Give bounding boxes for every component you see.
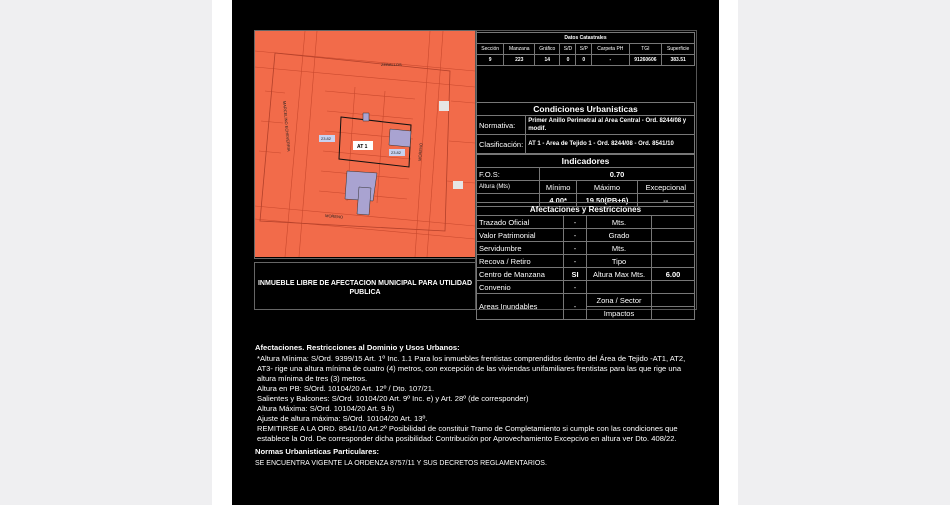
catastro-header: TGI — [629, 44, 662, 55]
afectacion-row-label: Servidumbre — [477, 242, 564, 255]
convenio-label: Convenio — [477, 281, 564, 294]
clasificacion-value: AT 1 - Area de Tejido 1 - Ord. 8244/08 - Ord. 8541/10 — [526, 135, 695, 154]
afectacion-row-value: - — [564, 242, 587, 255]
map-lot-label: AT 1 — [357, 144, 368, 150]
notes-section — [255, 343, 715, 469]
catastro-value: 14 — [535, 55, 560, 66]
afectacion-line-2: PUBLICA — [349, 289, 381, 296]
afectacion-row-unit: Grado — [587, 229, 652, 242]
datos-catastrales-table — [476, 32, 695, 66]
condiciones-table — [476, 102, 695, 154]
inundables-label: Areas Inundables — [477, 294, 564, 320]
catastro-header: S/P — [576, 44, 592, 55]
afectacion-row-unit: Tipo — [587, 255, 652, 268]
fos-label: F.O.S: — [477, 168, 540, 181]
minimo-value: 4.00* — [540, 194, 577, 207]
catastro-header: S/D — [560, 44, 576, 55]
document-content — [232, 0, 719, 505]
catastro-header: Superficie — [662, 44, 695, 55]
normas-heading: Normas Urbanisticas Particulares: — [255, 447, 380, 456]
catastro-header: Gráfico — [535, 44, 560, 55]
afectacion-row-label: Recova / Retiro — [477, 255, 564, 268]
map-drawing — [255, 31, 475, 257]
map-measure: 23.82 — [321, 136, 332, 141]
catastro-value: - — [592, 55, 629, 66]
catastro-value: 223 — [504, 55, 535, 66]
afectacion-line-1: INMUEBLE LIBRE DE AFECTACION MUNICIPAL PARA UTILIDAD — [257, 280, 472, 287]
catastro-value: 0 — [576, 55, 592, 66]
centro-manzana-value: SI — [564, 268, 587, 281]
excepcion-label: Excepcional — [637, 181, 694, 194]
convenio-value: - — [564, 281, 587, 294]
catastro-value: 9 — [477, 55, 504, 66]
note-line: Altura Máxima: S/Ord. 10104/20 Art. 9.b) — [257, 404, 395, 413]
afectacion-row-value: - — [564, 255, 587, 268]
afectacion-row-label: Trazado Oficial — [477, 216, 564, 229]
catastro-value: 383.51 — [662, 55, 695, 66]
zona-sector-label: Zona / Sector — [587, 294, 652, 307]
afectacion-box-text — [256, 279, 474, 297]
note-line: Ajuste de altura máxima: S/Ord. 10104/20 Art. 13º. — [257, 414, 428, 423]
afectacion-row-value: - — [564, 229, 587, 242]
altura-label: Altura (Mts) — [477, 181, 540, 194]
afectaciones-title: Afectaciones y Restricciones — [477, 203, 695, 216]
catastro-header: Carpeta PH — [592, 44, 629, 55]
afectacion-row-unit: Mts. — [587, 242, 652, 255]
note-line: establece la Ord. De corresponder dicha posibilidad: Contribución por Aprovechamiento Excepcivo en altura ver Dto. 408/22. — [257, 434, 677, 443]
map-measure: 23.82 — [391, 150, 402, 155]
map-street-zeballos: ZEBALLOS — [381, 62, 402, 67]
condiciones-title: Condiciones Urbanisticas — [477, 103, 695, 116]
maximo-label: Máximo — [577, 181, 637, 194]
note-line: *Altura Mínima: S/Ord. 9399/15 Art. 1º Inc. 1.1 Para los inmuebles frentistas comprendidos dentro del Área de Tejido -AT1, AT2, — [257, 354, 686, 363]
note-line: Altura en PB: S/Ord. 10104/20 Art. 12º / Dto. 107/21. — [257, 384, 435, 393]
altura-max-value: 6.00 — [652, 268, 695, 281]
catastro-header: Sección — [477, 44, 504, 55]
afectacion-row-value: - — [564, 216, 587, 229]
datos-catastrales-title: Datos Catastrales — [477, 33, 695, 44]
maximo-value: 19.50(PB+6) — [577, 194, 637, 207]
normativa-value-2: modif. — [528, 126, 547, 132]
indicadores-table — [476, 154, 695, 207]
catastro-value: 91260606 — [629, 55, 662, 66]
minimo-label: Mínimo — [540, 181, 577, 194]
note-line: AT3- rige una altura mínima de cuatro (4) metros, con excepción de las viviendas unifamiliares frentistas para las que rige una — [257, 364, 682, 373]
afectacion-row-unit: Mts. — [587, 216, 652, 229]
excepcion-value: -- — [637, 194, 694, 207]
fos-value: 0.70 — [540, 168, 695, 181]
impactos-label: Impactos — [587, 307, 652, 320]
map-street-moreno: MORENO — [324, 213, 344, 220]
normativa-label: Normativa: — [477, 116, 526, 135]
catastro-header: Manzana — [504, 44, 535, 55]
map-street-echeverria: MARCELINO ECHEVERRIA — [282, 100, 292, 152]
afectacion-row-label: Valor Patrimonial — [477, 229, 564, 242]
indicadores-title: Indicadores — [477, 155, 695, 168]
altura-max-label: Altura Max Mts. — [587, 268, 652, 281]
note-line: REMITIRSE A LA ORD. 8541/10 Art.2º Posibilidad de constituir Tramo de Completamiento si cumple con las condiciones que — [257, 424, 678, 433]
cadastral-map — [255, 31, 475, 257]
afectaciones-table — [476, 202, 695, 320]
normas-text: SE ENCUENTRA VIGENTE LA ORDENZA 8757/11 Y SUS DECRETOS REGLAMENTARIOS. — [255, 460, 547, 467]
notes-heading: Afectaciones. Restricciones al Dominio y Usos Urbanos: — [255, 343, 460, 352]
note-line: Salientes y Balcones: S/Ord. 10104/20 Art. 9º Inc. e) y Art. 28º (de corresponder) — [257, 394, 529, 403]
inundables-value: - — [564, 294, 587, 320]
note-line: altura mínima de tres (3) metros. — [257, 374, 368, 383]
clasificacion-label: Clasificación: — [477, 135, 526, 154]
normativa-value-1: Primer Anillo Perimetral al Area Central - Ord. 8244/08 y — [528, 118, 687, 124]
map-street-moreno-vertical: MORENO — [417, 142, 424, 162]
catastro-value: 0 — [560, 55, 576, 66]
centro-manzana-label: Centro de Manzana — [477, 268, 564, 281]
